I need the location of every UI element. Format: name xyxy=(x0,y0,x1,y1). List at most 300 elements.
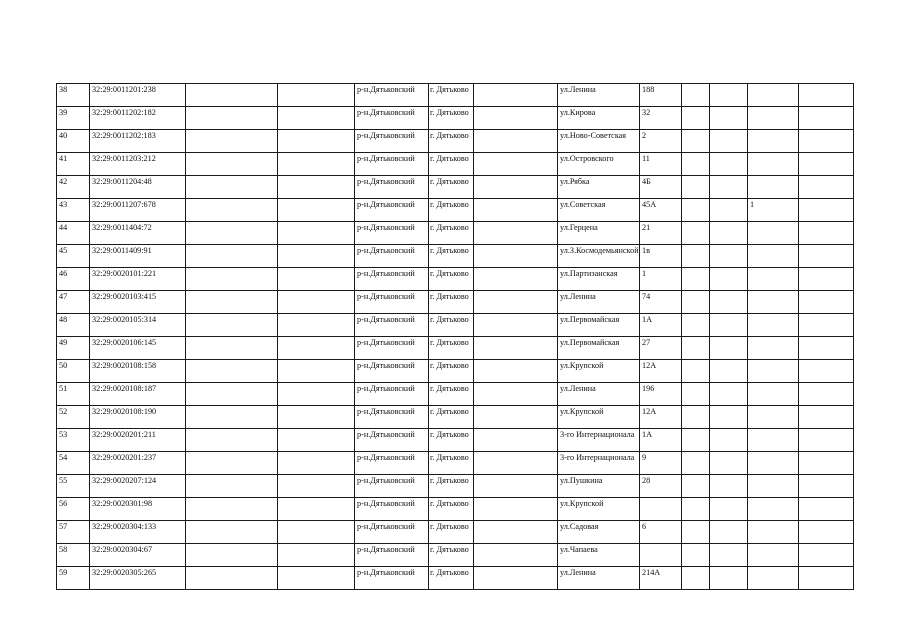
district-cell: р-н.Дятьковский xyxy=(355,176,429,199)
cadastral-number-cell: 32:29:0011409:91 xyxy=(90,245,186,268)
table-row xyxy=(57,130,854,153)
count-cell xyxy=(748,130,799,153)
house-number-cell: 214А xyxy=(640,567,682,590)
empty-cell xyxy=(682,544,710,567)
count-cell xyxy=(748,222,799,245)
district-cell: р-н.Дятьковский xyxy=(355,498,429,521)
empty-cell xyxy=(474,130,558,153)
empty-cell xyxy=(799,567,854,590)
row-number-cell: 43 xyxy=(57,199,90,222)
empty-cell xyxy=(682,176,710,199)
district-cell: р-н.Дятьковский xyxy=(355,360,429,383)
street-cell: ул.Партизанская xyxy=(558,268,640,291)
empty-cell xyxy=(710,245,748,268)
table-row xyxy=(57,222,854,245)
count-cell xyxy=(748,567,799,590)
empty-cell xyxy=(278,475,355,498)
empty-cell xyxy=(186,153,278,176)
empty-cell xyxy=(278,406,355,429)
empty-cell xyxy=(799,475,854,498)
district-cell: р-н.Дятьковский xyxy=(355,521,429,544)
table-row xyxy=(57,429,854,452)
city-cell: г. Дятьково xyxy=(429,544,474,567)
table-body xyxy=(57,84,854,590)
house-number-cell: 6 xyxy=(640,521,682,544)
empty-cell xyxy=(474,337,558,360)
table-row xyxy=(57,291,854,314)
city-cell: г. Дятьково xyxy=(429,406,474,429)
table-row xyxy=(57,475,854,498)
table-row xyxy=(57,153,854,176)
cadastral-number-cell: 32:29:0020305:265 xyxy=(90,567,186,590)
empty-cell xyxy=(186,521,278,544)
empty-cell xyxy=(799,429,854,452)
table-row xyxy=(57,406,854,429)
city-cell: г. Дятьково xyxy=(429,153,474,176)
empty-cell xyxy=(186,498,278,521)
cadastral-number-cell: 32:29:0020301:98 xyxy=(90,498,186,521)
empty-cell xyxy=(278,521,355,544)
empty-cell xyxy=(710,268,748,291)
empty-cell xyxy=(682,153,710,176)
empty-cell xyxy=(682,406,710,429)
empty-cell xyxy=(278,314,355,337)
empty-cell xyxy=(799,107,854,130)
district-cell: р-н.Дятьковский xyxy=(355,452,429,475)
empty-cell xyxy=(682,245,710,268)
empty-cell xyxy=(186,406,278,429)
empty-cell xyxy=(799,406,854,429)
street-cell: 3-го Интернационала xyxy=(558,452,640,475)
empty-cell xyxy=(799,314,854,337)
city-cell: г. Дятьково xyxy=(429,222,474,245)
count-cell xyxy=(748,107,799,130)
empty-cell xyxy=(474,521,558,544)
cadastral-number-cell: 32:29:0020105:314 xyxy=(90,314,186,337)
row-number-cell: 39 xyxy=(57,107,90,130)
district-cell: р-н.Дятьковский xyxy=(355,383,429,406)
table-row xyxy=(57,199,854,222)
house-number-cell: 188 xyxy=(640,84,682,107)
empty-cell xyxy=(278,567,355,590)
city-cell: г. Дятьково xyxy=(429,567,474,590)
table-row xyxy=(57,107,854,130)
street-cell: ул.Рябка xyxy=(558,176,640,199)
empty-cell xyxy=(278,130,355,153)
row-number-cell: 56 xyxy=(57,498,90,521)
empty-cell xyxy=(474,383,558,406)
empty-cell xyxy=(682,521,710,544)
empty-cell xyxy=(710,429,748,452)
empty-cell xyxy=(278,84,355,107)
empty-cell xyxy=(710,176,748,199)
district-cell: р-н.Дятьковский xyxy=(355,107,429,130)
city-cell: г. Дятьково xyxy=(429,107,474,130)
empty-cell xyxy=(710,222,748,245)
street-cell: ул.Герцена xyxy=(558,222,640,245)
empty-cell xyxy=(710,153,748,176)
empty-cell xyxy=(682,383,710,406)
cadastral-number-cell: 32:29:0020101:221 xyxy=(90,268,186,291)
empty-cell xyxy=(186,268,278,291)
street-cell: ул.Крупской xyxy=(558,406,640,429)
empty-cell xyxy=(710,567,748,590)
empty-cell xyxy=(474,498,558,521)
district-cell: р-н.Дятьковский xyxy=(355,84,429,107)
empty-cell xyxy=(682,268,710,291)
cadastral-number-cell: 32:29:0020304:67 xyxy=(90,544,186,567)
house-number-cell: 196 xyxy=(640,383,682,406)
street-cell: ул.Ленина xyxy=(558,291,640,314)
cadastral-number-cell: 32:29:0020201:211 xyxy=(90,429,186,452)
district-cell: р-н.Дятьковский xyxy=(355,567,429,590)
row-number-cell: 54 xyxy=(57,452,90,475)
count-cell xyxy=(748,521,799,544)
empty-cell xyxy=(278,176,355,199)
empty-cell xyxy=(186,314,278,337)
house-number-cell xyxy=(640,544,682,567)
cadastral-number-cell: 32:29:0011207:678 xyxy=(90,199,186,222)
empty-cell xyxy=(474,567,558,590)
district-cell: р-н.Дятьковский xyxy=(355,199,429,222)
district-cell: р-н.Дятьковский xyxy=(355,475,429,498)
empty-cell xyxy=(799,84,854,107)
count-cell xyxy=(748,153,799,176)
city-cell: г. Дятьково xyxy=(429,199,474,222)
empty-cell xyxy=(186,337,278,360)
empty-cell xyxy=(186,245,278,268)
house-number-cell: 28 xyxy=(640,475,682,498)
district-cell: р-н.Дятьковский xyxy=(355,314,429,337)
count-cell xyxy=(748,360,799,383)
empty-cell xyxy=(474,222,558,245)
empty-cell xyxy=(278,107,355,130)
count-cell xyxy=(748,544,799,567)
empty-cell xyxy=(474,544,558,567)
empty-cell xyxy=(474,314,558,337)
row-number-cell: 51 xyxy=(57,383,90,406)
empty-cell xyxy=(278,544,355,567)
empty-cell xyxy=(278,222,355,245)
cadastral-number-cell: 32:29:0020207:124 xyxy=(90,475,186,498)
street-cell: ул.Чапаева xyxy=(558,544,640,567)
row-number-cell: 52 xyxy=(57,406,90,429)
empty-cell xyxy=(682,475,710,498)
empty-cell xyxy=(186,429,278,452)
empty-cell xyxy=(278,337,355,360)
empty-cell xyxy=(474,475,558,498)
table-row xyxy=(57,268,854,291)
row-number-cell: 40 xyxy=(57,130,90,153)
table-row xyxy=(57,452,854,475)
empty-cell xyxy=(278,452,355,475)
cadastral-number-cell: 32:29:0011204:48 xyxy=(90,176,186,199)
table-row xyxy=(57,176,854,199)
house-number-cell: 1А xyxy=(640,429,682,452)
empty-cell xyxy=(682,130,710,153)
empty-cell xyxy=(682,337,710,360)
city-cell: г. Дятьково xyxy=(429,84,474,107)
street-cell: ул.Ново-Советская xyxy=(558,130,640,153)
empty-cell xyxy=(474,291,558,314)
cadastral-number-cell: 32:29:0011203:212 xyxy=(90,153,186,176)
row-number-cell: 42 xyxy=(57,176,90,199)
empty-cell xyxy=(710,498,748,521)
empty-cell xyxy=(682,222,710,245)
count-cell xyxy=(748,314,799,337)
empty-cell xyxy=(799,521,854,544)
city-cell: г. Дятьково xyxy=(429,498,474,521)
empty-cell xyxy=(278,383,355,406)
district-cell: р-н.Дятьковский xyxy=(355,406,429,429)
count-cell xyxy=(748,475,799,498)
count-cell xyxy=(748,337,799,360)
count-cell xyxy=(748,245,799,268)
count-cell xyxy=(748,498,799,521)
empty-cell xyxy=(710,291,748,314)
cadastral-number-cell: 32:29:0011202:183 xyxy=(90,130,186,153)
empty-cell xyxy=(474,360,558,383)
table-row xyxy=(57,360,854,383)
table-row xyxy=(57,337,854,360)
empty-cell xyxy=(682,291,710,314)
empty-cell xyxy=(710,107,748,130)
empty-cell xyxy=(186,360,278,383)
empty-cell xyxy=(474,107,558,130)
street-cell: ул.Первомайская xyxy=(558,314,640,337)
row-number-cell: 55 xyxy=(57,475,90,498)
empty-cell xyxy=(474,84,558,107)
empty-cell xyxy=(278,199,355,222)
city-cell: г. Дятьково xyxy=(429,429,474,452)
cadastral-number-cell: 32:29:0011201:238 xyxy=(90,84,186,107)
empty-cell xyxy=(799,544,854,567)
empty-cell xyxy=(710,475,748,498)
empty-cell xyxy=(710,544,748,567)
house-number-cell: 74 xyxy=(640,291,682,314)
street-cell: ул.Садовая xyxy=(558,521,640,544)
house-number-cell: 11 xyxy=(640,153,682,176)
house-number-cell: 27 xyxy=(640,337,682,360)
empty-cell xyxy=(186,176,278,199)
empty-cell xyxy=(682,199,710,222)
city-cell: г. Дятьково xyxy=(429,130,474,153)
empty-cell xyxy=(474,452,558,475)
street-cell: 3-го Интернационала xyxy=(558,429,640,452)
city-cell: г. Дятьково xyxy=(429,314,474,337)
table-row xyxy=(57,314,854,337)
street-cell: ул.Ленина xyxy=(558,84,640,107)
empty-cell xyxy=(186,107,278,130)
house-number-cell: 1в xyxy=(640,245,682,268)
cadastral-number-cell: 32:29:0011202:182 xyxy=(90,107,186,130)
street-cell: ул.Советская xyxy=(558,199,640,222)
empty-cell xyxy=(186,130,278,153)
empty-cell xyxy=(799,199,854,222)
house-number-cell: 21 xyxy=(640,222,682,245)
row-number-cell: 59 xyxy=(57,567,90,590)
row-number-cell: 47 xyxy=(57,291,90,314)
street-cell: ул.Ленина xyxy=(558,383,640,406)
cadastral-number-cell: 32:29:0020304:133 xyxy=(90,521,186,544)
empty-cell xyxy=(799,153,854,176)
empty-cell xyxy=(799,245,854,268)
district-cell: р-н.Дятьковский xyxy=(355,153,429,176)
cadastral-number-cell: 32:29:0020108:187 xyxy=(90,383,186,406)
city-cell: г. Дятьково xyxy=(429,268,474,291)
cadastral-number-cell: 32:29:0020108:158 xyxy=(90,360,186,383)
cadastral-number-cell: 32:29:0020108:190 xyxy=(90,406,186,429)
district-cell: р-н.Дятьковский xyxy=(355,544,429,567)
district-cell: р-н.Дятьковский xyxy=(355,429,429,452)
house-number-cell xyxy=(640,498,682,521)
row-number-cell: 53 xyxy=(57,429,90,452)
empty-cell xyxy=(682,84,710,107)
empty-cell xyxy=(682,498,710,521)
count-cell xyxy=(748,406,799,429)
cadastral-number-cell: 32:29:0020201:237 xyxy=(90,452,186,475)
empty-cell xyxy=(186,452,278,475)
city-cell: г. Дятьково xyxy=(429,360,474,383)
empty-cell xyxy=(799,268,854,291)
table-row xyxy=(57,521,854,544)
district-cell: р-н.Дятьковский xyxy=(355,245,429,268)
empty-cell xyxy=(799,383,854,406)
district-cell: р-н.Дятьковский xyxy=(355,337,429,360)
empty-cell xyxy=(474,199,558,222)
table-row xyxy=(57,498,854,521)
empty-cell xyxy=(682,429,710,452)
empty-cell xyxy=(278,245,355,268)
cadastral-number-cell: 32:29:0020103:415 xyxy=(90,291,186,314)
city-cell: г. Дятьково xyxy=(429,176,474,199)
registry-table xyxy=(56,83,854,590)
empty-cell xyxy=(799,222,854,245)
empty-cell xyxy=(710,84,748,107)
street-cell: ул.Первомайская xyxy=(558,337,640,360)
house-number-cell: 12А xyxy=(640,360,682,383)
count-cell xyxy=(748,429,799,452)
city-cell: г. Дятьково xyxy=(429,337,474,360)
empty-cell xyxy=(186,84,278,107)
empty-cell xyxy=(186,199,278,222)
empty-cell xyxy=(710,130,748,153)
house-number-cell: 32 xyxy=(640,107,682,130)
row-number-cell: 50 xyxy=(57,360,90,383)
city-cell: г. Дятьково xyxy=(429,383,474,406)
house-number-cell: 4Б xyxy=(640,176,682,199)
city-cell: г. Дятьково xyxy=(429,291,474,314)
district-cell: р-н.Дятьковский xyxy=(355,268,429,291)
empty-cell xyxy=(474,429,558,452)
empty-cell xyxy=(682,567,710,590)
empty-cell xyxy=(799,337,854,360)
city-cell: г. Дятьково xyxy=(429,245,474,268)
empty-cell xyxy=(710,406,748,429)
empty-cell xyxy=(278,153,355,176)
count-cell xyxy=(748,176,799,199)
row-number-cell: 57 xyxy=(57,521,90,544)
cadastral-number-cell: 32:29:0011404:72 xyxy=(90,222,186,245)
city-cell: г. Дятьково xyxy=(429,475,474,498)
empty-cell xyxy=(278,498,355,521)
house-number-cell: 1А xyxy=(640,314,682,337)
empty-cell xyxy=(799,130,854,153)
row-number-cell: 46 xyxy=(57,268,90,291)
district-cell: р-н.Дятьковский xyxy=(355,222,429,245)
empty-cell xyxy=(278,268,355,291)
empty-cell xyxy=(186,222,278,245)
street-cell: ул.Пушкина xyxy=(558,475,640,498)
count-cell xyxy=(748,383,799,406)
empty-cell xyxy=(278,291,355,314)
empty-cell xyxy=(710,383,748,406)
empty-cell xyxy=(710,452,748,475)
empty-cell xyxy=(682,452,710,475)
empty-cell xyxy=(710,521,748,544)
row-number-cell: 49 xyxy=(57,337,90,360)
count-cell xyxy=(748,268,799,291)
empty-cell xyxy=(186,567,278,590)
table-row xyxy=(57,84,854,107)
street-cell: ул.З.Космодемьянской xyxy=(558,245,640,268)
street-cell: ул.Ленина xyxy=(558,567,640,590)
city-cell: г. Дятьково xyxy=(429,452,474,475)
table-row xyxy=(57,544,854,567)
empty-cell xyxy=(710,360,748,383)
empty-cell xyxy=(474,268,558,291)
row-number-cell: 45 xyxy=(57,245,90,268)
count-cell xyxy=(748,84,799,107)
count-cell: 1 xyxy=(748,199,799,222)
table-row xyxy=(57,245,854,268)
row-number-cell: 44 xyxy=(57,222,90,245)
empty-cell xyxy=(474,245,558,268)
district-cell: р-н.Дятьковский xyxy=(355,291,429,314)
house-number-cell: 2 xyxy=(640,130,682,153)
row-number-cell: 41 xyxy=(57,153,90,176)
district-cell: р-н.Дятьковский xyxy=(355,130,429,153)
city-cell: г. Дятьково xyxy=(429,521,474,544)
document-page xyxy=(56,83,853,594)
count-cell xyxy=(748,452,799,475)
street-cell: ул.Островского xyxy=(558,153,640,176)
house-number-cell: 9 xyxy=(640,452,682,475)
empty-cell xyxy=(799,498,854,521)
empty-cell xyxy=(799,291,854,314)
count-cell xyxy=(748,291,799,314)
empty-cell xyxy=(186,544,278,567)
table-row xyxy=(57,383,854,406)
house-number-cell: 12А xyxy=(640,406,682,429)
empty-cell xyxy=(278,429,355,452)
row-number-cell: 38 xyxy=(57,84,90,107)
empty-cell xyxy=(682,314,710,337)
street-cell: ул.Крупской xyxy=(558,360,640,383)
row-number-cell: 48 xyxy=(57,314,90,337)
empty-cell xyxy=(710,199,748,222)
empty-cell xyxy=(710,314,748,337)
empty-cell xyxy=(682,107,710,130)
empty-cell xyxy=(186,383,278,406)
empty-cell xyxy=(682,360,710,383)
empty-cell xyxy=(799,452,854,475)
empty-cell xyxy=(474,406,558,429)
street-cell: ул.Кирова xyxy=(558,107,640,130)
street-cell: ул.Крупской xyxy=(558,498,640,521)
empty-cell xyxy=(278,360,355,383)
house-number-cell: 1 xyxy=(640,268,682,291)
